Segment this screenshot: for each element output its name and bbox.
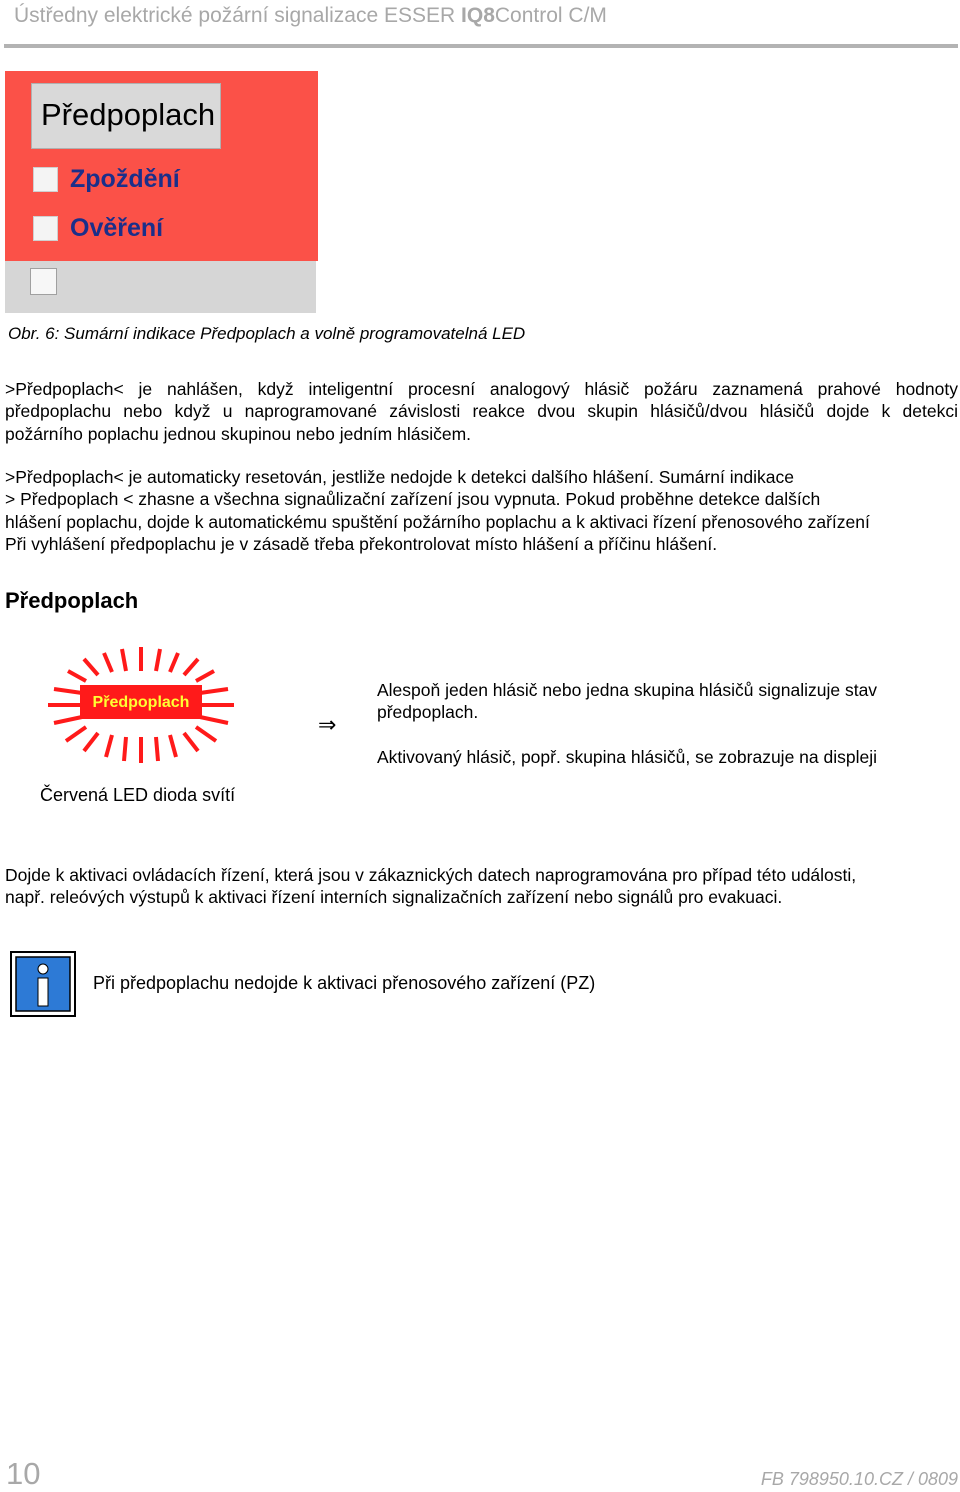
led-row-zpozdeni xyxy=(33,164,180,194)
led-label: Ověření xyxy=(70,213,164,242)
led-panel-title: Předpoplach xyxy=(31,83,221,149)
description-line: Alespoň jeden hlásič nebo jedna skupina hlásičů signalizuje stav xyxy=(377,680,878,700)
indicator-description-2: Aktivovaný hlásič, popř. skupina hlásičů, se zobrazuje na displeji xyxy=(377,747,877,767)
led-indicator-box xyxy=(33,167,58,192)
arrow-right-icon: ⇒ xyxy=(318,712,337,737)
indicator-description-1 xyxy=(377,679,877,724)
paragraph-line: např. releóvých výstupů k aktivaci řízení interních signalizačních zařízení nebo signálů pro evakuaci. xyxy=(5,887,783,908)
page-number: 10 xyxy=(6,1456,41,1491)
led-panel xyxy=(5,71,318,311)
header-title-suffix: Control C/M xyxy=(494,4,607,27)
paragraph-2 xyxy=(5,466,958,555)
description-line: předpoplach. xyxy=(377,702,479,723)
figure-caption: Obr. 6: Sumární indikace Předpoplach a volně programovatelná LED xyxy=(8,324,526,343)
header-rule xyxy=(4,44,958,48)
page-header xyxy=(14,4,607,28)
led-label: Zpoždění xyxy=(70,164,180,193)
paragraph-line: hlášení poplachu, dojde k automatickému spuštění požárního poplachu a k aktivaci řízení přenosového zařízení xyxy=(5,511,870,532)
led-indicator-box xyxy=(33,216,58,241)
paragraph-3 xyxy=(5,864,958,909)
led-indicator-box-programmable xyxy=(30,268,57,295)
header-title-prefix: Ústředny elektrické požární signalizace ESSER xyxy=(14,4,462,27)
note-text: Při předpoplachu nedojde k aktivaci přenosového zařízení (PZ) xyxy=(93,973,596,993)
info-icon xyxy=(10,951,76,1017)
alarm-led-label: Předpoplach xyxy=(92,694,190,711)
paragraph-1 xyxy=(5,378,958,445)
section-title: Předpoplach xyxy=(5,588,139,613)
paragraph-line: požárního poplachu jednou skupinou nebo jedním hlásičem. xyxy=(5,423,472,444)
led-row-overeni xyxy=(33,213,163,243)
paragraph-line: >Předpoplach< je nahlášen, když inteligentní procesní analogový hlásič požáru zaznamená prahové hodnoty xyxy=(5,379,958,399)
document-code: FB 798950.10.CZ / 0809 xyxy=(760,1469,958,1489)
paragraph-line: > Předpoplach < zhasne a všechna signaůlizační zařízení jsou vypnuta. Pokud proběhne detekce dalších xyxy=(5,489,821,510)
led-caption: Červená LED dioda svítí xyxy=(40,785,236,805)
paragraph-line: Při vyhlášení předpoplachu je v zásadě třeba překontrolovat místo hlášení a příčinu hlášení. xyxy=(5,533,718,554)
paragraph-line: >Předpoplach< je automaticky resetován, jestliže nedojde k detekci dalšího hlášení. Sumární indikace xyxy=(5,467,794,487)
alarm-led-burst-icon xyxy=(46,645,236,763)
paragraph-line: Dojde k aktivaci ovládacích řízení, která jsou v zákaznických datech naprogramována pro případ této události, xyxy=(5,865,857,885)
paragraph-line: předpoplachu nebo když u naprogramované závislosti reakce dvou skupin hlásičů/dvou hlásičů dojde k detekci xyxy=(5,401,958,422)
header-title-bold: IQ8 xyxy=(461,4,495,27)
